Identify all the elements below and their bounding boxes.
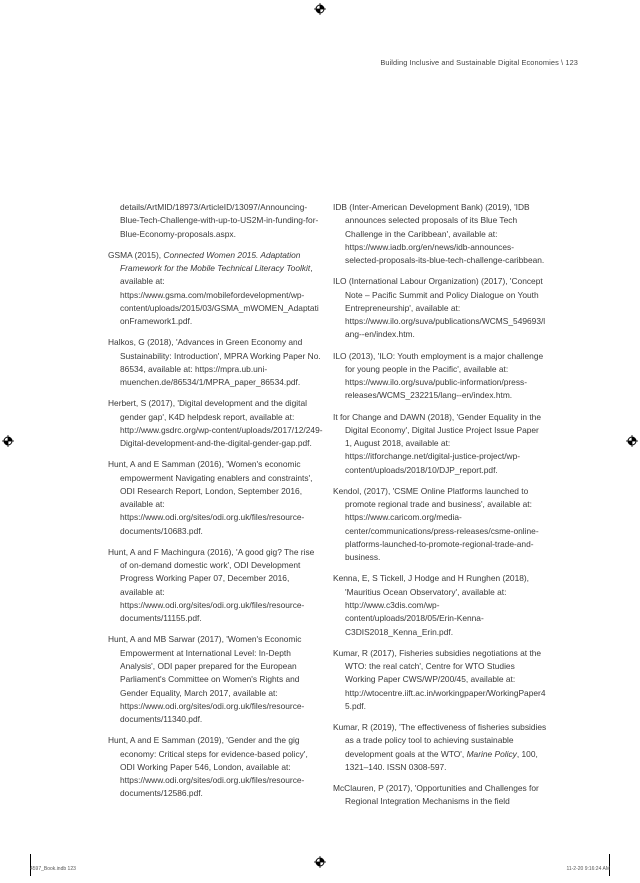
- reference-entry: [108, 397, 323, 450]
- registration-mark-icon: [2, 435, 14, 447]
- crop-mark: [30, 854, 31, 876]
- reference-text: ILO (2013), 'ILO: Youth employment is a major challenge for young people in the Pacific', available at: https://www.ilo.org/suva/public-information/press-releases/WCMS_232215/lang--en/index.htm.: [333, 350, 544, 401]
- print-slug-right: 11-2-20 9:16:24 AM: [566, 866, 610, 872]
- references-left-column: [108, 201, 323, 809]
- registration-mark-icon: [314, 856, 326, 868]
- reference-text: Hunt, A and E Samman (2016), 'Women's economic empowerment Navigating enablers and constraints', ODI Research Report, London, September 2016, available at: https://www.odi.org/sites/odi.org.uk/files/resource-documents/10683.pdf.: [108, 459, 313, 536]
- reference-text: Hunt, A and MB Sarwar (2017), 'Women's Economic Empowerment at International Level: In-Depth Analysis', ODI paper prepared for the European Parliament's Committee on Women's Rights and Gender Equality, March 2017, available at: https://www.odi.org/sites/odi.org.uk/files/resource-documents/11340.pdf.: [108, 634, 305, 725]
- reference-entry: [333, 411, 547, 477]
- reference-text: Kenna, E, S Tickell, J Hodge and H Runghen (2018), 'Mauritius Ocean Observatory', available at: http://www.c3dis.com/wp-content/uploads/2018/05/Erin-Kenna-C3DIS2018_Kenna_Erin.pdf.: [333, 573, 529, 637]
- reference-text: , available at: https://www.gsma.com/mobilefordevelopment/wp-content/uploads/2015/03/GSMA_mWOMEN_AdaptationFramework1.pdf.: [120, 262, 319, 327]
- reference-text: , 100, 1321–140. ISSN 0308-597.: [345, 748, 538, 772]
- reference-text: It for Change and DAWN (2018), 'Gender Equality in the Digital Economy', Digital Justice Project Issue Paper 1, August 2018, available at: https://itforchange.net/digital-justice-project/wp-content/uploads/2018/10/DJP_report.pdf.: [333, 411, 541, 475]
- reference-entry: [108, 458, 323, 538]
- reference-entry: [108, 546, 323, 626]
- reference-text: IDB (Inter-American Development Bank) (2019), 'IDB announces selected proposals of its Blue Tech Challenge in the Caribbean', available at: https://www.iadb.org/en/news/idb-announces-selected-proposals-its-blue-tech-challenge-caribbean.: [333, 202, 545, 266]
- reference-entry: [333, 782, 547, 809]
- reference-title: Marine Policy: [466, 748, 517, 759]
- reference-entry: [108, 734, 323, 800]
- reference-text: details/ArtMID/18973/ArticleID/13097/Announcing-Blue-Tech-Challenge-with-up-to-US2M-in-funding-for-Blue-Economy-proposals.aspx.: [120, 202, 319, 239]
- reference-entry: [108, 249, 323, 329]
- reference-entry: [333, 350, 547, 403]
- print-slug-left: 4597_Book.indb 123: [30, 866, 76, 872]
- references-right-column: [333, 201, 547, 816]
- reference-entry: [333, 572, 547, 638]
- reference-entry: [333, 647, 547, 713]
- reference-entry: [108, 336, 323, 389]
- reference-entry: [108, 201, 323, 241]
- reference-text: Halkos, G (2018), 'Advances in Green Economy and Sustainability: Introduction', MPRA Working Paper No. 86534, available at: https://mpra.ub.uni-muenchen.de/86534/1/MPRA_paper_86534.pdf.: [108, 337, 321, 388]
- reference-text: Kendol, (2017), 'CSME Online Platforms launched to promote regional trade and business', available at: https://www.caricom.org/media-center/communications/press-releases/csme-online-platforms-launched-to-promote-regional-trade-and-business.: [333, 485, 539, 563]
- reference-text: Herbert, S (2017), 'Digital development and the digital gender gap', K4D helpdesk report, available at: http://www.gsdrc.org/wp-content/uploads/2017/12/249-Digital-development-and-the-digital-gender-gap.pdf.: [108, 398, 323, 449]
- reference-text: Kumar, R (2017), Fisheries subsidies negotiations at the WTO: the real catch', Centre for WTO Studies Working Paper CWS/WP/200/45, available at: http://wtocentre.iift.ac.in/workingpaper/WorkingPaper45.pdf.: [333, 647, 546, 711]
- reference-text: Hunt, A and F Machingura (2016), 'A good gig? The rise of on-demand domestic work', ODI Development Progress Working Paper 07, December 2016, available at: https://www.odi.org/sites/odi.org.uk/files/resource-documents/11155.pdf.: [108, 546, 315, 624]
- crop-mark: [609, 854, 610, 876]
- reference-text: ILO (International Labour Organization) (2017), 'Concept Note – Pacific Summit and Policy Dialogue on Youth Entrepreneurship', available at: https://www.ilo.org/suva/publications/WCMS_549693/lang--en/index.htm.: [333, 276, 546, 340]
- reference-entry: [333, 485, 547, 565]
- reference-text: Hunt, A and E Samman (2019), 'Gender and the gig economy: Critical steps for evidence-based policy', ODI Working Paper 546, London, available at: https://www.odi.org/sites/odi.org.uk/files/resource-documents/12586.pdf.: [108, 735, 308, 799]
- reference-entry: [333, 721, 547, 774]
- reference-entry: [333, 275, 547, 341]
- reference-text: Kumar, R (2019), 'The effectiveness of fisheries subsidies as a trade policy tool to achieving sustainable development goals at the WTO',: [333, 721, 547, 759]
- reference-entry: [333, 201, 547, 267]
- running-header: Building Inclusive and Sustainable Digital Economies \ 123: [380, 58, 578, 67]
- reference-text: GSMA (2015),: [108, 249, 164, 260]
- registration-mark-icon: [626, 435, 638, 447]
- registration-mark-icon: [314, 3, 326, 15]
- reference-entry: [108, 633, 323, 726]
- reference-text: McClauren, P (2017), 'Opportunities and Challenges for Regional Integration Mechanisms in the field: [333, 782, 539, 807]
- reference-title: Connected Women 2015. Adaptation Framework for the Mobile Technical Literacy Toolkit: [120, 249, 311, 273]
